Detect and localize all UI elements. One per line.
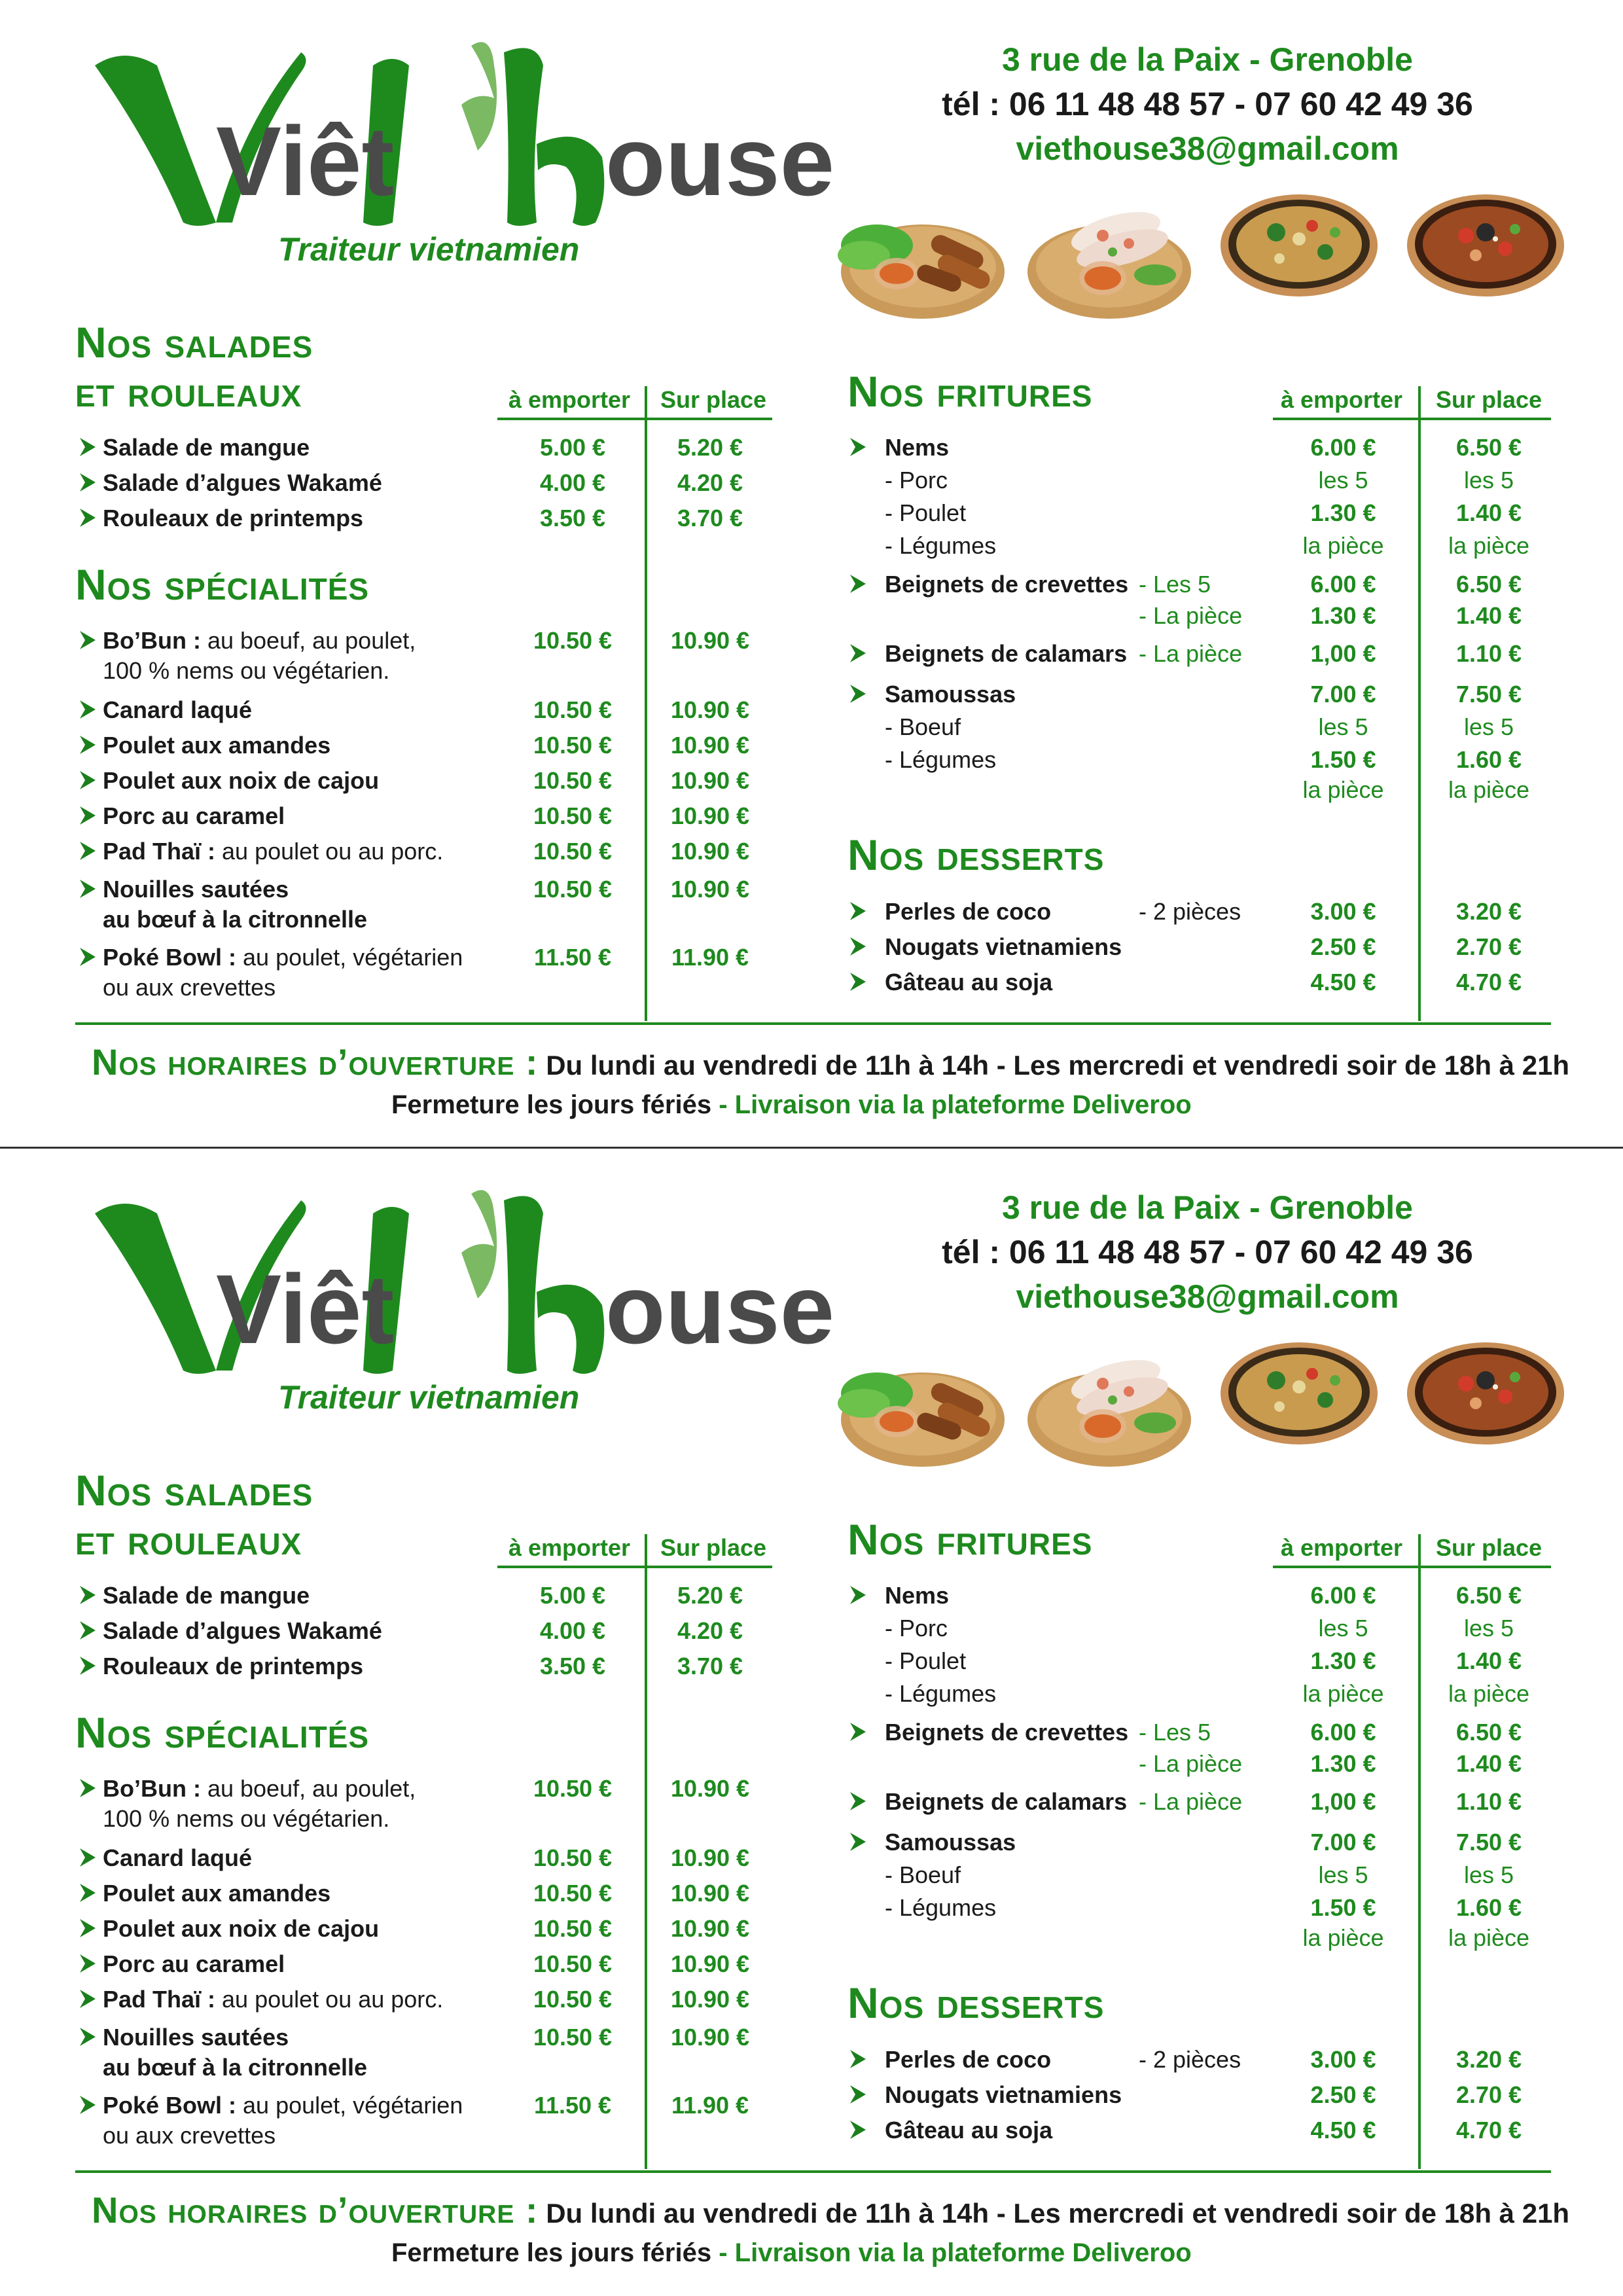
specialite-price-onsite: 10.90 € <box>670 2024 750 2051</box>
nems-price-onsite: 6.50 € <box>1455 434 1522 461</box>
salades-title-line1: Nos salades <box>75 318 313 367</box>
dessert-name: Perles de coco <box>885 2046 1052 2073</box>
nems-piece-unit-takeaway: la pièce <box>1302 532 1384 559</box>
salade-name: Salade de mangue <box>103 1582 310 1609</box>
calamars-name: Beignets de calamars <box>885 1788 1128 1815</box>
crevettes-opt1: - Les 5 <box>1139 571 1211 598</box>
specialite-name: Bo’Bun : <box>103 627 201 654</box>
specialite-price-onsite: 11.90 € <box>671 944 749 971</box>
nems-piece-onsite: 1.40 € <box>1455 499 1522 526</box>
chevron-right-icon <box>79 630 97 651</box>
logo-text-viet: Viêt <box>216 106 395 216</box>
samoussas-unit-onsite: les 5 <box>1463 713 1514 740</box>
samoussas-price-onsite: 7.50 € <box>1455 1829 1522 1856</box>
chevron-right-icon <box>79 805 97 826</box>
specialite-price-onsite: 10.90 € <box>670 1844 750 1871</box>
chevron-right-icon <box>79 2026 97 2047</box>
specialite-desc-line2: ou aux crevettes <box>103 974 276 1001</box>
dish-photo-spring-rolls-plate <box>1024 196 1194 324</box>
nems-price-takeaway: 6.00 € <box>1310 434 1376 461</box>
nems-sub-legumes: - Légumes <box>885 1680 997 1707</box>
specialite-price-onsite: 10.90 € <box>670 802 750 829</box>
salade-price-takeaway: 3.50 € <box>539 1653 606 1679</box>
col-head-onsite: Sur place <box>1435 1534 1543 1561</box>
specialite-price-onsite: 10.90 € <box>670 1950 750 1977</box>
col-head-takeaway: à emporter <box>1280 1534 1403 1561</box>
specialite-desc-line2: au bœuf à la citronnelle <box>103 2054 368 2081</box>
fritures-title: Nos fritures <box>847 1515 1093 1564</box>
specialite-name: Poulet aux noix de cajou <box>103 1915 380 1942</box>
dessert-price-onsite: 2.70 € <box>1455 2081 1522 2108</box>
specialite-price-takeaway: 10.50 € <box>533 876 613 903</box>
samoussas-name: Samoussas <box>885 681 1016 708</box>
specialite-price-takeaway: 10.50 € <box>533 2024 613 2051</box>
salade-price-onsite: 3.70 € <box>677 505 743 531</box>
crevettes-opt1: - Les 5 <box>1139 1719 1211 1746</box>
specialite-price-takeaway: 10.50 € <box>533 767 613 794</box>
chevron-right-icon <box>849 1585 867 1605</box>
hours-title: Nos horaires d’ouverture : <box>92 1041 539 1083</box>
crevettes-price2-onsite: 1.40 € <box>1455 602 1522 629</box>
specialite-price-onsite: 10.90 € <box>670 696 750 723</box>
specialite-line <box>103 1986 443 2013</box>
divider <box>1273 418 1551 420</box>
email: viethouse38@gmail.com <box>1016 1278 1399 1315</box>
specialite-price-takeaway: 11.50 € <box>533 944 612 971</box>
column-separator <box>1418 386 1421 1021</box>
specialite-price-takeaway: 11.50 € <box>533 2092 612 2119</box>
salade-price-onsite: 3.70 € <box>677 1653 743 1679</box>
dessert-price-takeaway: 3.00 € <box>1310 2046 1376 2073</box>
logo-text-house: ouse <box>605 1254 835 1364</box>
dessert-name: Gâteau au soja <box>885 2117 1053 2144</box>
footer-notes <box>391 1090 1192 1120</box>
nems-piece-takeaway: 1.30 € <box>1310 1647 1376 1674</box>
col-head-onsite: Sur place <box>660 386 767 413</box>
divider <box>497 1566 772 1568</box>
dessert-note: - 2 pièces <box>1139 898 1241 925</box>
hours-text: Du lundi au vendredi de 11h à 14h - Les mercredi et vendredi soir de 18h à 21h <box>538 2198 1570 2229</box>
nems-piece-onsite: 1.40 € <box>1455 1647 1522 1674</box>
specialite-line <box>103 944 463 971</box>
samoussas-sub-legumes: - Légumes <box>885 1894 997 1921</box>
chevron-right-icon <box>79 840 97 861</box>
phone: tél : 06 11 48 48 57 - 07 60 42 49 36 <box>942 86 1473 122</box>
specialite-line <box>103 696 252 724</box>
logo-text-house: ouse <box>605 106 835 216</box>
footer-notes <box>391 2238 1192 2268</box>
phone: tél : 06 11 48 48 57 - 07 60 42 49 36 <box>942 1234 1473 1270</box>
nems-price-takeaway: 6.00 € <box>1310 1582 1376 1609</box>
dessert-name: Gâteau au soja <box>885 969 1053 996</box>
samoussas-sub-legumes: - Légumes <box>885 746 997 773</box>
specialite-line <box>103 627 416 655</box>
nems-piece-unit-takeaway: la pièce <box>1302 1680 1384 1707</box>
crevettes-price2-takeaway: 1.30 € <box>1310 602 1376 629</box>
specialite-desc-line2: 100 % nems ou végétarien. <box>103 657 390 684</box>
samoussas-price-onsite: 7.50 € <box>1455 681 1522 708</box>
chevron-right-icon <box>79 1988 97 2009</box>
samoussas-piece-onsite: 1.60 € <box>1455 1894 1522 1921</box>
dish-photo-spring-rolls-plate <box>1024 1344 1194 1472</box>
dish-photo-pad-thai-bowl <box>1400 1335 1571 1482</box>
crevettes-price1-onsite: 6.50 € <box>1455 1719 1522 1746</box>
crevettes-price2-takeaway: 1.30 € <box>1310 1750 1376 1777</box>
dessert-price-onsite: 3.20 € <box>1455 898 1522 925</box>
chevron-right-icon <box>79 946 97 967</box>
chevron-right-icon <box>79 1655 97 1676</box>
specialite-desc-line2: 100 % nems ou végétarien. <box>103 1805 390 1832</box>
column-separator <box>645 1534 647 2169</box>
logo-text-viet: Viêt <box>216 1254 395 1364</box>
salades-title-line2: et rouleaux <box>75 1515 302 1564</box>
opening-hours <box>92 2189 1569 2231</box>
specialite-desc: au boeuf, au poulet, <box>200 1775 416 1802</box>
specialite-name: Porc au caramel <box>103 1950 285 1977</box>
samoussas-piece-unit-onsite: la pièce <box>1448 1924 1530 1951</box>
samoussas-piece-takeaway: 1.50 € <box>1310 1894 1376 1921</box>
samoussas-name: Samoussas <box>885 1829 1016 1856</box>
chevron-right-icon <box>849 2049 867 2070</box>
chevron-right-icon <box>849 936 867 957</box>
specialite-price-onsite: 10.90 € <box>670 838 750 865</box>
specialite-price-takeaway: 10.50 € <box>533 838 613 865</box>
specialite-price-onsite: 10.90 € <box>670 876 750 903</box>
specialite-price-takeaway: 10.50 € <box>533 1880 613 1907</box>
salade-name: Rouleaux de printemps <box>103 505 364 531</box>
dish-photo-nems-plate <box>838 1344 1008 1472</box>
column-separator <box>1418 1534 1421 2169</box>
calamars-price-takeaway: 1,00 € <box>1310 1788 1376 1815</box>
specialite-price-takeaway: 10.50 € <box>533 732 613 759</box>
specialite-line <box>103 802 285 830</box>
dessert-price-takeaway: 4.50 € <box>1310 2117 1376 2144</box>
specialite-price-onsite: 10.90 € <box>670 1986 750 2013</box>
specialite-price-takeaway: 10.50 € <box>533 627 613 654</box>
address: 3 rue de la Paix - Grenoble <box>1001 41 1413 78</box>
samoussas-piece-onsite: 1.60 € <box>1455 746 1522 773</box>
calamars-price-takeaway: 1,00 € <box>1310 640 1376 667</box>
specialite-price-takeaway: 10.50 € <box>533 696 613 723</box>
samoussas-piece-unit-takeaway: la pièce <box>1302 776 1384 803</box>
footer-divider <box>75 1022 1551 1025</box>
specialite-name: Poulet aux noix de cajou <box>103 767 380 794</box>
dessert-price-onsite: 2.70 € <box>1455 933 1522 960</box>
nems-piece-unit-onsite: la pièce <box>1448 1680 1530 1707</box>
nems-unit-onsite: les 5 <box>1463 1615 1514 1641</box>
flyer-bottom <box>0 1148 1623 2296</box>
salade-price-onsite: 4.20 € <box>677 1617 743 1644</box>
desserts-title: Nos desserts <box>847 831 1105 879</box>
chevron-right-icon <box>849 643 867 664</box>
crevettes-price1-onsite: 6.50 € <box>1455 571 1522 598</box>
address: 3 rue de la Paix - Grenoble <box>1001 1189 1413 1226</box>
crevettes-price2-onsite: 1.40 € <box>1455 1750 1522 1777</box>
nems-sub-porc: - Porc <box>885 467 948 493</box>
samoussas-piece-unit-onsite: la pièce <box>1448 776 1530 803</box>
dessert-price-takeaway: 2.50 € <box>1310 933 1376 960</box>
specialite-line <box>103 767 379 795</box>
chevron-right-icon <box>79 1882 97 1903</box>
chevron-right-icon <box>849 573 867 594</box>
dessert-note: - 2 pièces <box>1139 2046 1241 2073</box>
chevron-right-icon <box>79 507 97 528</box>
salade-price-takeaway: 4.00 € <box>539 469 606 496</box>
specialite-desc: au boeuf, au poulet, <box>200 627 416 654</box>
specialite-name: Poulet aux amandes <box>103 732 331 759</box>
specialite-desc: au poulet, végétarien <box>236 2092 463 2119</box>
calamars-opt: - La pièce <box>1139 1788 1243 1815</box>
chevron-right-icon <box>849 1831 867 1852</box>
specialite-desc-line2: ou aux crevettes <box>103 2122 276 2149</box>
specialite-name: Porc au caramel <box>103 802 285 829</box>
specialite-line <box>103 1844 252 1872</box>
chevron-right-icon <box>79 1620 97 1641</box>
specialite-price-takeaway: 10.50 € <box>533 1915 613 1942</box>
tagline: Traiteur vietnamien <box>278 1379 580 1416</box>
chevron-right-icon <box>79 1847 97 1868</box>
chevron-right-icon <box>79 1953 97 1974</box>
column-separator <box>645 386 647 1021</box>
specialite-line <box>103 876 289 903</box>
calamars-price-onsite: 1.10 € <box>1455 640 1522 667</box>
specialite-line <box>103 732 330 759</box>
salade-price-takeaway: 5.00 € <box>539 434 606 461</box>
specialites-title: Nos spécialités <box>75 560 370 609</box>
crevettes-name: Beignets de crevettes <box>885 1719 1129 1746</box>
samoussas-sub-boeuf: - Boeuf <box>885 713 961 740</box>
tagline: Traiteur vietnamien <box>278 231 580 268</box>
specialite-line <box>103 1775 416 1803</box>
chevron-right-icon <box>849 683 867 704</box>
dessert-name: Nougats vietnamiens <box>885 933 1122 960</box>
dessert-name: Nougats vietnamiens <box>885 2081 1122 2108</box>
specialite-line <box>103 1950 285 1978</box>
dessert-name: Perles de coco <box>885 898 1052 925</box>
specialite-price-onsite: 10.90 € <box>670 767 750 794</box>
chevron-right-icon <box>849 1721 867 1742</box>
dish-photo-noodle-bowl <box>1214 187 1384 334</box>
specialite-name: Poké Bowl : <box>103 2092 237 2119</box>
col-head-takeaway: à emporter <box>508 1534 631 1561</box>
dish-photo-noodle-bowl <box>1214 1335 1384 1482</box>
desserts-title: Nos desserts <box>847 1979 1105 2027</box>
specialite-price-onsite: 10.90 € <box>670 1775 750 1802</box>
nems-unit-takeaway: les 5 <box>1318 1615 1368 1641</box>
samoussas-sub-boeuf: - Boeuf <box>885 1861 961 1888</box>
chevron-right-icon <box>849 437 867 457</box>
specialite-desc-line2: au bœuf à la citronnelle <box>103 906 368 933</box>
col-head-onsite: Sur place <box>660 1534 767 1561</box>
chevron-right-icon <box>79 1918 97 1939</box>
chevron-right-icon <box>849 971 867 992</box>
specialite-price-onsite: 10.90 € <box>670 627 750 654</box>
specialite-name: Pad Thaï : <box>103 1986 216 2013</box>
specialite-price-takeaway: 10.50 € <box>533 1844 613 1871</box>
salade-name: Rouleaux de printemps <box>103 1653 364 1679</box>
chevron-right-icon <box>849 2119 867 2140</box>
chevron-right-icon <box>849 1791 867 1812</box>
crevettes-price1-takeaway: 6.00 € <box>1310 1719 1376 1746</box>
specialite-name: Nouilles sautées <box>103 2024 289 2051</box>
specialite-line <box>103 2092 463 2119</box>
specialite-line <box>103 2024 289 2051</box>
specialite-price-onsite: 10.90 € <box>670 1915 750 1942</box>
specialite-price-takeaway: 10.50 € <box>533 802 613 829</box>
chevron-right-icon <box>849 2084 867 2105</box>
salade-price-takeaway: 5.00 € <box>539 1582 606 1609</box>
specialite-line <box>103 1915 379 1943</box>
samoussas-piece-takeaway: 1.50 € <box>1310 746 1376 773</box>
closure-text: Fermeture les jours fériés <box>391 2238 712 2267</box>
chevron-right-icon <box>79 437 97 457</box>
nems-sub-legumes: - Légumes <box>885 532 997 559</box>
delivery-text: - Livraison via la plateforme Deliveroo <box>711 2238 1192 2267</box>
hours-title: Nos horaires d’ouverture : <box>92 2189 539 2231</box>
footer-divider <box>75 2170 1551 2173</box>
specialite-name: Poulet aux amandes <box>103 1880 331 1907</box>
delivery-text: - Livraison via la plateforme Deliveroo <box>711 1090 1192 1119</box>
hours-text: Du lundi au vendredi de 11h à 14h - Les mercredi et vendredi soir de 18h à 21h <box>538 1050 1570 1081</box>
dessert-price-onsite: 4.70 € <box>1455 2117 1522 2144</box>
dish-photo-pad-thai-bowl <box>1400 187 1571 334</box>
specialites-title: Nos spécialités <box>75 1708 370 1757</box>
salade-name: Salade de mangue <box>103 434 310 461</box>
calamars-price-onsite: 1.10 € <box>1455 1788 1522 1815</box>
salade-price-onsite: 5.20 € <box>677 434 743 461</box>
calamars-name: Beignets de calamars <box>885 640 1128 667</box>
salades-title-line2: et rouleaux <box>75 367 302 416</box>
col-head-takeaway: à emporter <box>1280 386 1403 413</box>
specialite-name: Nouilles sautées <box>103 876 289 903</box>
samoussas-piece-unit-takeaway: la pièce <box>1302 1924 1384 1951</box>
chevron-right-icon <box>79 472 97 493</box>
opening-hours <box>92 1041 1569 1083</box>
salade-price-onsite: 5.20 € <box>677 1582 743 1609</box>
crevettes-name: Beignets de crevettes <box>885 571 1129 598</box>
salade-price-takeaway: 3.50 € <box>539 505 606 531</box>
dessert-price-takeaway: 3.00 € <box>1310 898 1376 925</box>
divider <box>497 418 772 420</box>
nems-sub-porc: - Porc <box>885 1615 948 1641</box>
chevron-right-icon <box>79 770 97 791</box>
col-head-onsite: Sur place <box>1435 386 1543 413</box>
specialite-name: Canard laqué <box>103 696 253 723</box>
dessert-price-onsite: 4.70 € <box>1455 969 1522 996</box>
dessert-price-takeaway: 4.50 € <box>1310 969 1376 996</box>
chevron-right-icon <box>79 734 97 755</box>
dessert-price-takeaway: 2.50 € <box>1310 2081 1376 2108</box>
nems-sub-poulet: - Poulet <box>885 1647 967 1674</box>
samoussas-price-takeaway: 7.00 € <box>1310 1829 1376 1856</box>
salade-price-onsite: 4.20 € <box>677 469 743 496</box>
dessert-price-onsite: 3.20 € <box>1455 2046 1522 2073</box>
specialite-price-takeaway: 10.50 € <box>533 1950 613 1977</box>
nems-unit-takeaway: les 5 <box>1318 467 1368 493</box>
col-head-takeaway: à emporter <box>508 386 631 413</box>
specialite-line <box>103 1880 330 1907</box>
samoussas-unit-takeaway: les 5 <box>1318 1861 1368 1888</box>
divider <box>1273 1566 1551 1568</box>
email: viethouse38@gmail.com <box>1016 130 1399 167</box>
specialite-line <box>103 838 443 865</box>
nems-sub-poulet: - Poulet <box>885 499 967 526</box>
dish-photo-nems-plate <box>838 196 1008 324</box>
specialite-name: Poké Bowl : <box>103 944 237 971</box>
specialite-price-takeaway: 10.50 € <box>533 1775 613 1802</box>
crevettes-opt2: - La pièce <box>1139 602 1243 629</box>
fritures-title: Nos fritures <box>847 367 1093 416</box>
specialite-name: Canard laqué <box>103 1844 253 1871</box>
chevron-right-icon <box>79 699 97 720</box>
chevron-right-icon <box>79 1585 97 1605</box>
chevron-right-icon <box>79 1778 97 1799</box>
specialite-price-onsite: 10.90 € <box>670 1880 750 1907</box>
calamars-opt: - La pièce <box>1139 640 1243 667</box>
specialite-price-takeaway: 10.50 € <box>533 1986 613 2013</box>
chevron-right-icon <box>79 878 97 899</box>
samoussas-unit-onsite: les 5 <box>1463 1861 1514 1888</box>
closure-text: Fermeture les jours fériés <box>391 1090 712 1119</box>
nems-name: Nems <box>885 434 950 461</box>
salade-name: Salade d’algues Wakamé <box>103 1617 382 1644</box>
specialite-name: Pad Thaï : <box>103 838 216 865</box>
samoussas-unit-takeaway: les 5 <box>1318 713 1368 740</box>
nems-unit-onsite: les 5 <box>1463 467 1514 493</box>
nems-name: Nems <box>885 1582 950 1609</box>
chevron-right-icon <box>849 901 867 922</box>
specialite-name: Bo’Bun : <box>103 1775 201 1802</box>
crevettes-opt2: - La pièce <box>1139 1750 1243 1777</box>
nems-piece-takeaway: 1.30 € <box>1310 499 1376 526</box>
specialite-desc: au poulet ou au porc. <box>215 838 444 865</box>
chevron-right-icon <box>79 2094 97 2115</box>
specialite-price-onsite: 11.90 € <box>671 2092 749 2119</box>
specialite-desc: au poulet ou au porc. <box>215 1986 444 2013</box>
samoussas-price-takeaway: 7.00 € <box>1310 681 1376 708</box>
specialite-desc: au poulet, végétarien <box>236 944 463 971</box>
nems-price-onsite: 6.50 € <box>1455 1582 1522 1609</box>
salades-title-line1: Nos salades <box>75 1466 313 1515</box>
specialite-price-onsite: 10.90 € <box>670 732 750 759</box>
salade-price-takeaway: 4.00 € <box>539 1617 606 1644</box>
salade-name: Salade d’algues Wakamé <box>103 469 382 496</box>
nems-piece-unit-onsite: la pièce <box>1448 532 1530 559</box>
crevettes-price1-takeaway: 6.00 € <box>1310 571 1376 598</box>
